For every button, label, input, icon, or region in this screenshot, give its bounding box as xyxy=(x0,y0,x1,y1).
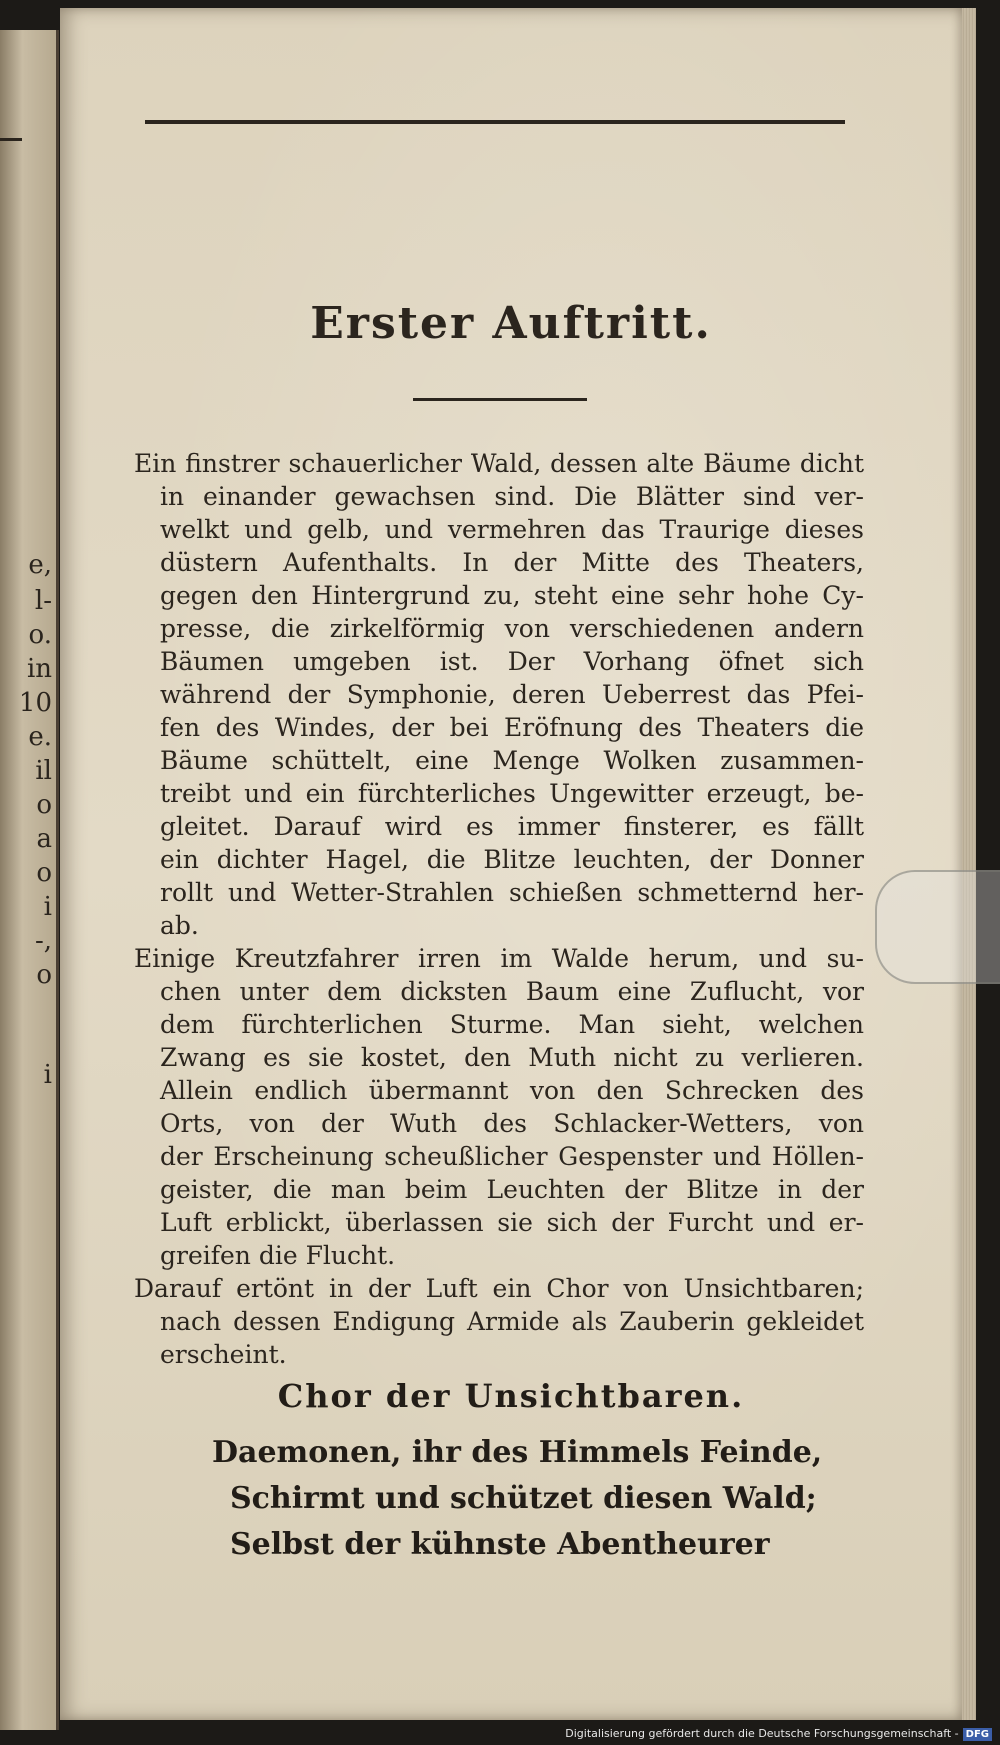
verse-line: Selbst der kühnste Abentheurer xyxy=(230,1527,770,1562)
text-line: gegen den Hintergrund zu, steht eine sehr hohe Cy- xyxy=(160,581,864,610)
header-rule xyxy=(145,120,845,124)
page-edges xyxy=(962,8,976,1720)
text-line: düstern Aufenthalts. In der Mitte des Theaters, xyxy=(160,548,864,577)
left-page-fragment: o xyxy=(36,858,52,888)
text-line: rollt und Wetter-Strahlen schießen schmetternd her- xyxy=(160,878,864,907)
digitization-credit xyxy=(565,1727,992,1741)
left-page-fragment: in xyxy=(26,654,52,684)
text-line: ein dichter Hagel, die Blitze leuchten, der Donner xyxy=(160,845,864,874)
left-facing-page xyxy=(0,30,59,1730)
text-line: Orts, von der Wuth des Schlacker-Wetters, von xyxy=(160,1109,864,1138)
left-page-fragment: a xyxy=(36,824,52,854)
text-line: der Erscheinung scheußlicher Gespenster und Höllen- xyxy=(160,1142,864,1171)
scene-title: Erster Auftritt. xyxy=(310,298,712,349)
text-line: Einige Kreutzfahrer irren im Walde herum, und su- xyxy=(134,944,864,973)
text-line: welkt und gelb, und vermehren das Traurige dieses xyxy=(160,515,864,544)
left-page-fragment: o xyxy=(36,790,52,820)
text-line: Zwang es sie kostet, den Muth nicht zu verlieren. xyxy=(160,1043,864,1072)
text-line: Darauf ertönt in der Luft ein Chor von Unsichtbaren; xyxy=(134,1274,864,1303)
page-clip xyxy=(875,870,1000,984)
left-page-fragment: i xyxy=(43,892,52,922)
text-line: geister, die man beim Leuchten der Blitze in der xyxy=(160,1175,864,1204)
text-line: presse, die zirkelförmig von verschiedenen andern xyxy=(160,614,864,643)
text-line: Luft erblickt, überlassen sie sich der Furcht und er- xyxy=(160,1208,864,1237)
text-line: Bäume schüttelt, eine Menge Wolken zusammen- xyxy=(160,746,864,775)
stage-direction-3 xyxy=(134,1272,864,1371)
text-line: Allein endlich übermannt von den Schrecken des xyxy=(160,1076,864,1105)
left-page-fragment: l- xyxy=(34,586,52,616)
credit-text: Digitalisierung gefördert durch die Deutsche Forschungsgemeinschaft - xyxy=(565,1727,959,1740)
stage-direction-2 xyxy=(134,942,864,1272)
left-page-rule xyxy=(0,138,22,141)
verse-line: Schirmt und schützet diesen Wald; xyxy=(230,1481,817,1516)
left-page-fragment: i xyxy=(43,1060,52,1090)
text-line: während der Symphonie, deren Ueberrest das Pfei- xyxy=(160,680,864,709)
text-line: gleitet. Darauf wird es immer finsterer, es fällt xyxy=(160,812,864,841)
left-page-fragment: e. xyxy=(28,722,52,752)
text-line: Bäumen umgeben ist. Der Vorhang öfnet sich xyxy=(160,647,864,676)
chorus-verse xyxy=(212,1430,870,1568)
chorus-heading: Chor der Unsichtbaren. xyxy=(277,1377,745,1415)
left-page-fragment: o xyxy=(36,960,52,990)
text-line: Ein finstrer schauerlicher Wald, dessen alte Bäume dicht xyxy=(134,449,864,478)
text-line: in einander gewachsen sind. Die Blätter sind ver- xyxy=(160,482,864,511)
text-line: chen unter dem dicksten Baum eine Zuflucht, vor xyxy=(160,977,864,1006)
left-page-fragment: -, xyxy=(34,926,52,956)
text-line: erscheint. xyxy=(160,1340,287,1369)
left-page-fragment: e, xyxy=(28,550,52,580)
text-line: nach dessen Endigung Armide als Zauberin gekleidet xyxy=(160,1307,864,1336)
text-line: treibt und ein fürchterliches Ungewitter erzeugt, be- xyxy=(160,779,864,808)
text-line: dem fürchterlichen Sturme. Man sieht, welchen xyxy=(160,1010,864,1039)
text-line: fen des Windes, der bei Eröfnung des Theaters die xyxy=(160,713,864,742)
left-page-fragment: il xyxy=(35,756,52,786)
left-page-fragment: 10 xyxy=(18,688,52,718)
text-line: ab. xyxy=(160,911,199,940)
dfg-logo: DFG xyxy=(963,1728,992,1741)
stage-direction-1 xyxy=(134,447,864,942)
title-rule xyxy=(413,398,587,401)
verse-line: Daemonen, ihr des Himmels Feinde, xyxy=(212,1435,823,1470)
text-line: greifen die Flucht. xyxy=(160,1241,396,1270)
left-page-fragment: o. xyxy=(28,620,52,650)
